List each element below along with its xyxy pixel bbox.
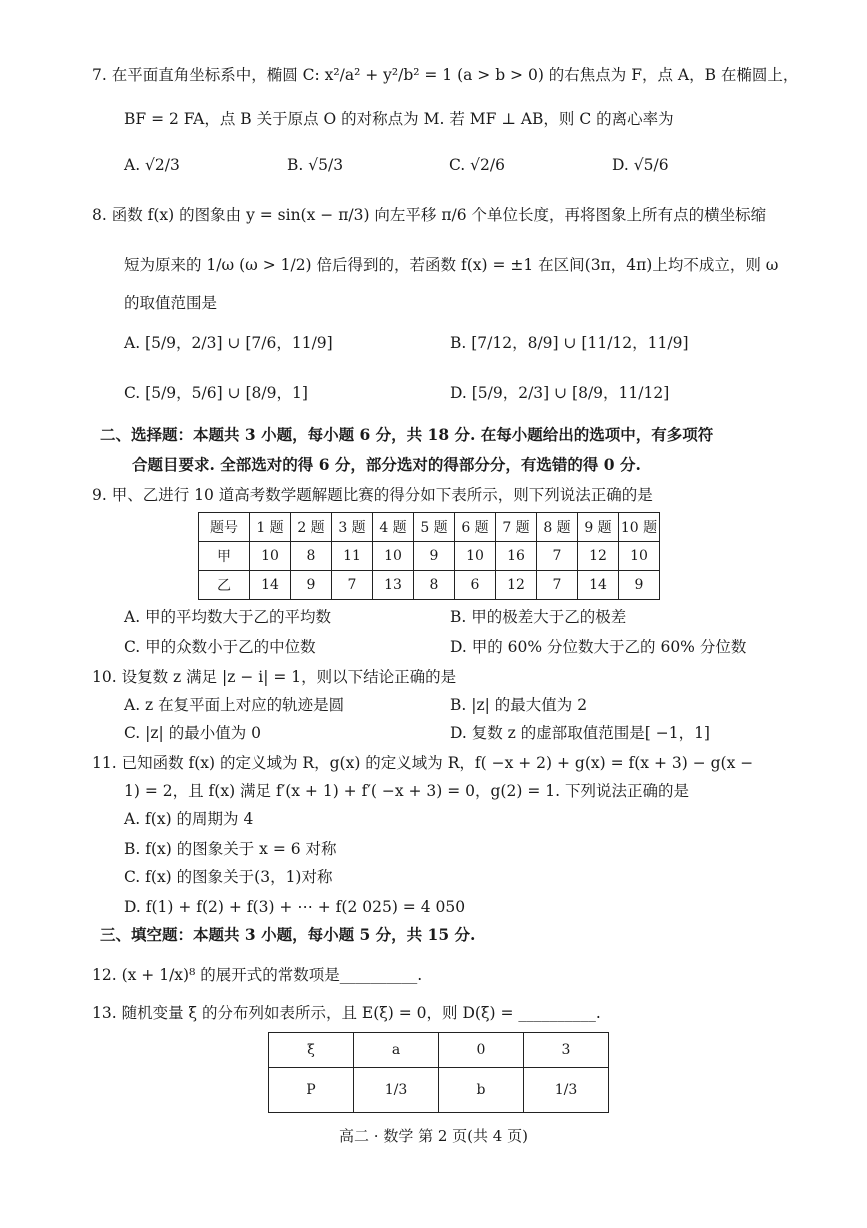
table-cell: a <box>354 1033 439 1068</box>
q11-option-d: D. f(1) + f(2) + f(3) + ⋯ + f(2 025) = 4 050 <box>124 898 466 916</box>
q8-option-b: B. [7/12，8/9] ∪ [11/12，11/9] <box>450 334 689 352</box>
table-header-cell: 7 题 <box>496 513 537 542</box>
table-cell: 7 <box>332 571 373 600</box>
q7-line2: BF = 2 FA，点 B 关于原点 O 的对称点为 M. 若 MF ⊥ AB，则 C 的离心率为 <box>124 110 674 128</box>
table-cell: 10 <box>373 542 414 571</box>
table-cell: 1/3 <box>354 1068 439 1113</box>
table-cell: 3 <box>524 1033 609 1068</box>
table-cell: 10 <box>455 542 496 571</box>
table-cell: 乙 <box>199 571 250 600</box>
table-header-cell: 4 题 <box>373 513 414 542</box>
q10-option-a: A. z 在复平面上对应的轨迹是圆 <box>124 696 345 714</box>
table-cell: b <box>439 1068 524 1113</box>
table-cell: 12 <box>496 571 537 600</box>
q8-line3: 的取值范围是 <box>124 294 218 312</box>
table-cell: 7 <box>537 571 578 600</box>
page-footer: 高二 · 数学 第 2 页(共 4 页) <box>339 1127 528 1145</box>
table-cell: 6 <box>455 571 496 600</box>
table-cell: 7 <box>537 542 578 571</box>
table-header-cell: 8 题 <box>537 513 578 542</box>
table-header-cell: 6 题 <box>455 513 496 542</box>
table-cell: 10 <box>250 542 291 571</box>
q9-option-b: B. 甲的极差大于乙的极差 <box>450 608 627 626</box>
q9-option-d: D. 甲的 60% 分位数大于乙的 60% 分位数 <box>450 638 747 656</box>
table-cell: P <box>269 1068 354 1113</box>
q11-option-c: C. f(x) 的图象关于(3，1)对称 <box>124 868 333 886</box>
table-header-cell: 5 题 <box>414 513 455 542</box>
section3-heading: 三、填空题：本题共 3 小题，每小题 5 分，共 15 分. <box>100 925 476 944</box>
q10-option-b: B. |z| 的最大值为 2 <box>450 696 588 714</box>
table-cell: 14 <box>578 571 619 600</box>
q7-line1: 7. 在平面直角坐标系中，椭圆 C: x²/a² + y²/b² = 1 (a > b > 0) 的右焦点为 F，点 A，B 在椭圆上， <box>92 66 799 84</box>
q9-score-table <box>198 512 660 600</box>
table-row <box>269 1068 609 1113</box>
table-cell: 16 <box>496 542 537 571</box>
q9-option-a: A. 甲的平均数大于乙的平均数 <box>124 608 332 626</box>
q12-stem: 12. (x + 1/x)⁸ 的展开式的常数项是__________. <box>92 966 423 984</box>
table-cell: 10 <box>619 542 660 571</box>
table-row <box>199 571 660 600</box>
q7-option-b: B. √5/3 <box>287 156 344 174</box>
table-cell: 9 <box>414 542 455 571</box>
section2-heading-line2: 合题目要求. 全部选对的得 6 分，部分选对的得部分分，有选错的得 0 分. <box>132 455 641 474</box>
q7-option-a: A. √2/3 <box>124 156 180 174</box>
table-cell: 0 <box>439 1033 524 1068</box>
table-row <box>269 1033 609 1068</box>
table-cell: 8 <box>414 571 455 600</box>
q11-line2: 1) = 2，且 f(x) 满足 f′(x + 1) + f′( −x + 3) = 0，g(2) = 1. 下列说法正确的是 <box>124 782 689 800</box>
q8-line1: 8. 函数 f(x) 的图象由 y = sin(x − π/3) 向左平移 π/6 个单位长度，再将图象上所有点的横坐标缩 <box>92 206 767 224</box>
q10-option-c: C. |z| 的最小值为 0 <box>124 724 261 742</box>
table-cell: 9 <box>619 571 660 600</box>
q8-option-c: C. [5/9，5/6] ∪ [8/9，1] <box>124 384 308 402</box>
q7-option-c: C. √2/6 <box>449 156 505 174</box>
q13-distribution-table <box>268 1032 609 1113</box>
table-cell: 12 <box>578 542 619 571</box>
q11-option-b: B. f(x) 的图象关于 x = 6 对称 <box>124 840 337 858</box>
table-cell: 13 <box>373 571 414 600</box>
table-row <box>199 513 660 542</box>
table-header-cell: 9 题 <box>578 513 619 542</box>
q9-stem: 9. 甲、乙进行 10 道高考数学题解题比赛的得分如下表所示，则下列说法正确的是 <box>92 486 653 504</box>
q11-line1: 11. 已知函数 f(x) 的定义域为 R，g(x) 的定义域为 R，f( −x + 2) + g(x) = f(x + 3) − g(x − <box>92 754 754 772</box>
q7-option-d: D. √5/6 <box>612 156 669 174</box>
table-cell: 9 <box>291 571 332 600</box>
q8-option-a: A. [5/9，2/3] ∪ [7/6，11/9] <box>124 334 333 352</box>
table-cell: 11 <box>332 542 373 571</box>
table-header-cell: 3 题 <box>332 513 373 542</box>
table-row <box>199 542 660 571</box>
section2-heading-line1: 二、选择题：本题共 3 小题，每小题 6 分，共 18 分. 在每小题给出的选项中，有多项符 <box>100 425 714 444</box>
q8-line2: 短为原来的 1/ω (ω > 1/2) 倍后得到的，若函数 f(x) = ±1 在区间(3π，4π)上均不成立，则 ω <box>124 256 779 274</box>
q9-option-c: C. 甲的众数小于乙的中位数 <box>124 638 316 656</box>
table-header-cell: 题号 <box>199 513 250 542</box>
table-cell: 甲 <box>199 542 250 571</box>
q10-stem: 10. 设复数 z 满足 |z − i| = 1，则以下结论正确的是 <box>92 668 457 686</box>
table-header-cell: 10 题 <box>619 513 660 542</box>
q11-option-a: A. f(x) 的周期为 4 <box>124 810 254 828</box>
table-cell: 1/3 <box>524 1068 609 1113</box>
table-cell: ξ <box>269 1033 354 1068</box>
q8-option-d: D. [5/9，2/3] ∪ [8/9，11/12] <box>450 384 670 402</box>
table-cell: 8 <box>291 542 332 571</box>
table-header-cell: 2 题 <box>291 513 332 542</box>
table-header-cell: 1 题 <box>250 513 291 542</box>
q13-stem: 13. 随机变量 ξ 的分布列如表所示，且 E(ξ) = 0，则 D(ξ) = __________. <box>92 1004 601 1022</box>
q10-option-d: D. 复数 z 的虚部取值范围是[ −1，1] <box>450 724 710 742</box>
table-cell: 14 <box>250 571 291 600</box>
